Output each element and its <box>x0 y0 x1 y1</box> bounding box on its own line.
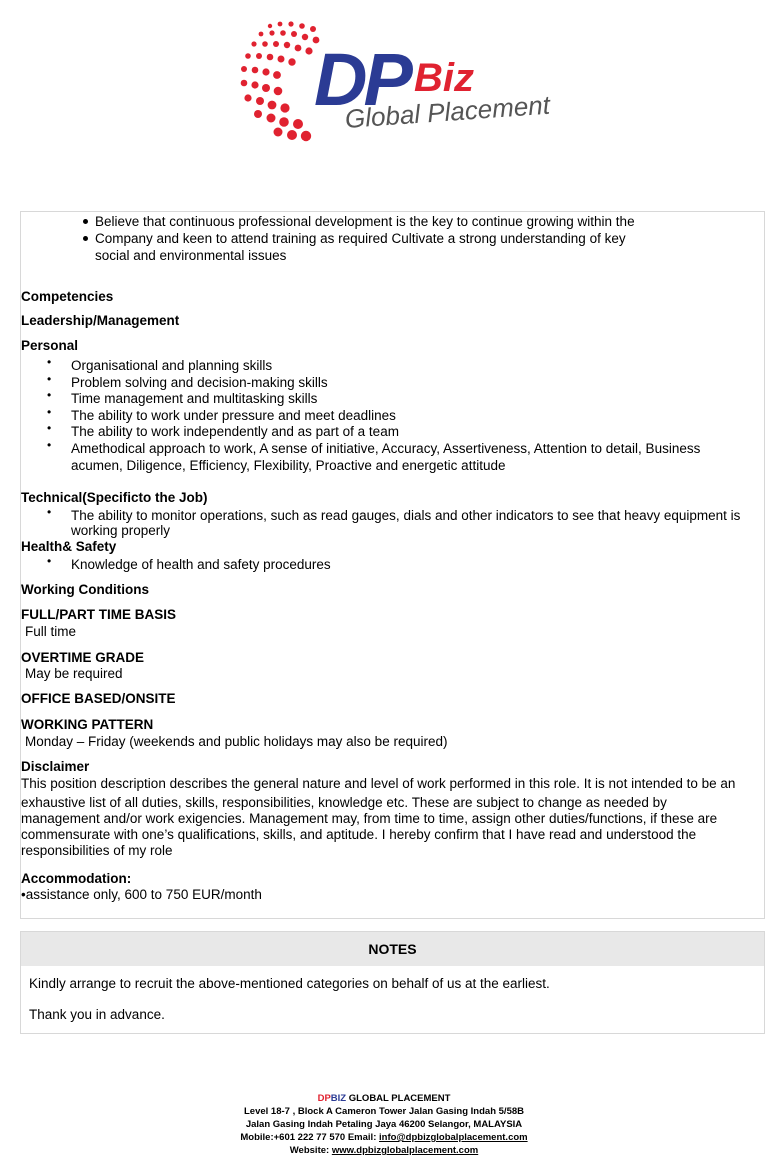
intro-bullet-2: Company and keen to attend training as required Cultivate a strong understanding of key <box>95 231 626 246</box>
brand-biz: Biz <box>414 56 474 100</box>
bullet-mark: • <box>47 405 52 419</box>
disclaimer-line-4: commensurate with one’s qualifications, skills, and aptitude. I hereby confirm that I have read and understood the <box>21 827 697 842</box>
personal-item-5: The ability to work independently and as part of a team <box>71 424 399 439</box>
footer-email-link[interactable]: info@dpbizglobalplacement.com <box>379 1132 528 1143</box>
pattern-heading: WORKING PATTERN <box>21 717 154 732</box>
disclaimer-line-5: responsibilities of my role <box>21 843 173 858</box>
intro-bullet-2-cont: social and environmental issues <box>95 248 287 263</box>
accommodation-heading: Accommodation: <box>21 871 132 886</box>
bullet-mark: • <box>47 554 52 568</box>
personal-item-2: Problem solving and decision-making skills <box>71 375 328 390</box>
company-logo <box>236 18 566 148</box>
competencies-heading: Competencies <box>21 289 114 304</box>
footer-address-2: Jalan Gasing Indah Petaling Jaya 46200 Selangor, MALAYSIA <box>245 1119 523 1130</box>
bullet-mark: • <box>47 505 52 519</box>
personal-item-4: The ability to work under pressure and meet deadlines <box>71 408 396 423</box>
job-description-panel <box>20 211 765 919</box>
bullet-mark: • <box>47 388 52 402</box>
footer-website-label: Website: <box>289 1145 332 1156</box>
brand-tagline: Global Placement <box>344 89 551 134</box>
notes-heading: NOTES <box>21 932 764 966</box>
intro-bullet-1: Believe that continuous professional development is the key to continue growing within the <box>95 214 635 229</box>
technical-item-1: The ability to monitor operations, such as read gauges, dials and other indicators to see that heavy equipment is <box>71 508 741 523</box>
footer-company-dp: DP <box>317 1093 331 1104</box>
disclaimer-line-1: This position description describes the general nature and level of work performed in this role. It is not intended to be an <box>21 776 736 791</box>
personal-item-1: Organisational and planning skills <box>71 358 273 373</box>
disclaimer-heading: Disclaimer <box>21 759 90 774</box>
footer-address-1: Level 18-7 , Block A Cameron Tower Jalan Gasing Indah 5/58B <box>244 1106 524 1117</box>
leadership-heading: Leadership/Management <box>21 313 180 328</box>
accommodation-value: •assistance only, 600 to 750 EUR/month <box>21 887 262 902</box>
personal-item-3: Time management and multitasking skills <box>71 391 318 406</box>
brand-dp: DP <box>314 38 409 121</box>
footer-mobile-label: Mobile:+601 222 77 570 Email: <box>240 1132 379 1143</box>
notes-panel <box>20 931 765 1034</box>
bullet-mark: • <box>47 438 52 452</box>
disclaimer-line-3: management and/or work exigencies. Management may, from time to time, assign other duties/functions, if these are <box>21 811 718 826</box>
technical-item-1-cont: working properly <box>71 523 171 538</box>
basis-heading: FULL/PART TIME BASIS <box>21 607 176 622</box>
footer-company <box>0 1092 768 1105</box>
office-heading: OFFICE BASED/ONSITE <box>21 691 176 706</box>
overtime-heading: OVERTIME GRADE <box>21 650 145 665</box>
overtime-value: May be required <box>25 666 123 681</box>
bullet-mark: • <box>47 372 52 386</box>
personal-item-6: Amethodical approach to work, A sense of initiative, Accuracy, Assertiveness, Attention to detail, Business <box>71 441 701 456</box>
personal-item-6-cont: acumen, Diligence, Efficiency, Flexibility, Proactive and energetic attitude <box>71 458 506 473</box>
technical-heading: Technical(Specificto the Job) <box>21 490 208 505</box>
footer-website-link[interactable]: www.dpbizglobalplacement.com <box>331 1145 479 1156</box>
disclaimer-line-2: exhaustive list of all duties, skills, responsibilities, knowledge etc. These are subject to change as needed by <box>21 795 667 810</box>
working-conditions-heading: Working Conditions <box>21 582 149 597</box>
bullet-mark: • <box>47 355 52 369</box>
bullet-mark: • <box>47 421 52 435</box>
health-heading: Health& Safety <box>21 539 117 554</box>
bullet-dot <box>83 219 88 224</box>
footer-company-biz: BIZ <box>330 1093 347 1104</box>
page-footer <box>0 1092 768 1157</box>
basis-value: Full time <box>25 624 77 639</box>
pattern-value: Monday – Friday (weekends and public holidays may also be required) <box>25 734 448 749</box>
footer-company-rest: GLOBAL PLACEMENT <box>346 1093 451 1104</box>
notes-line-1: Kindly arrange to recruit the above-mentioned categories on behalf of us at the earliest. <box>29 976 550 991</box>
personal-heading: Personal <box>21 338 79 353</box>
footer-contact <box>0 1131 768 1144</box>
footer-website <box>0 1144 768 1157</box>
health-item-1: Knowledge of health and safety procedures <box>71 557 331 572</box>
bullet-dot <box>83 236 88 241</box>
notes-line-2: Thank you in advance. <box>29 1007 165 1022</box>
